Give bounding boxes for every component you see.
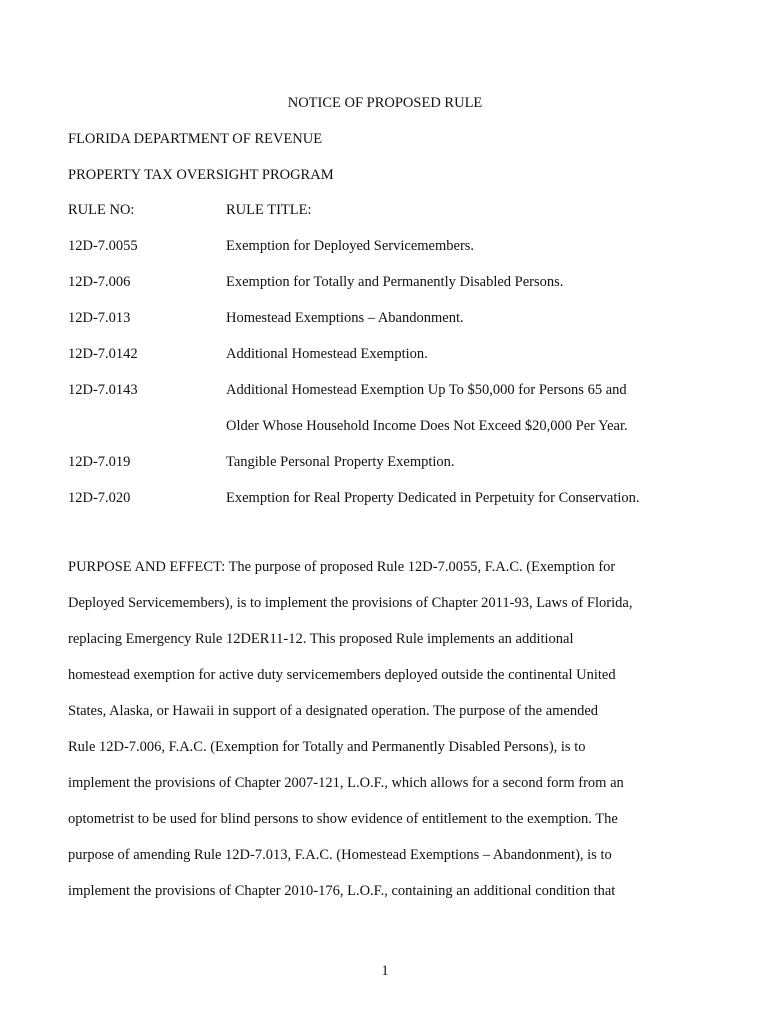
rule-title: Tangible Personal Property Exemption. [226,454,455,470]
paragraph-line: homestead exemption for active duty servicemembers deployed outside the continental United [68,667,616,683]
rule-title-header: RULE TITLE: [226,202,312,218]
agency-name: FLORIDA DEPARTMENT OF REVENUE [68,131,323,147]
page-number: 1 [381,963,389,979]
paragraph-line: purpose of amending Rule 12D-7.013, F.A.C. (Homestead Exemptions – Abandonment), is to [68,847,612,863]
rule-number: 12D-7.0142 [68,346,138,362]
paragraph-line: replacing Emergency Rule 12DER11-12. This proposed Rule implements an additional [68,631,574,647]
rule-number: 12D-7.013 [68,310,131,326]
paragraph-line: implement the provisions of Chapter 2007-121, L.O.F., which allows for a second form from an [68,775,624,791]
rule-no-header: RULE NO: [68,202,135,218]
rule-number: 12D-7.006 [68,274,131,290]
paragraph-line: States, Alaska, or Hawaii in support of a designated operation. The purpose of the amended [68,703,599,719]
rule-title: Homestead Exemptions – Abandonment. [226,310,464,326]
rule-number: 12D-7.0143 [68,382,138,398]
paragraph-line: PURPOSE AND EFFECT: The purpose of proposed Rule 12D-7.0055, F.A.C. (Exemption for [68,559,616,575]
paragraph-line: optometrist to be used for blind persons to show evidence of entitlement to the exemption. The [68,811,618,827]
rule-number: 12D-7.0055 [68,238,138,254]
program-name: PROPERTY TAX OVERSIGHT PROGRAM [68,167,334,183]
document-title: NOTICE OF PROPOSED RULE [287,95,483,111]
rule-number: 12D-7.019 [68,454,131,470]
rule-title: Additional Homestead Exemption Up To $50,000 for Persons 65 and [226,382,627,398]
rule-title: Exemption for Deployed Servicemembers. [226,238,475,254]
rule-title: Exemption for Real Property Dedicated in Perpetuity for Conservation. [226,490,640,506]
rule-title-continued: Older Whose Household Income Does Not Exceed $20,000 Per Year. [226,418,628,434]
rule-title: Exemption for Totally and Permanently Disabled Persons. [226,274,564,290]
paragraph-line: implement the provisions of Chapter 2010-176, L.O.F., containing an additional condition that [68,883,616,899]
rule-title: Additional Homestead Exemption. [226,346,428,362]
paragraph-line: Deployed Servicemembers), is to implement the provisions of Chapter 2011-93, Laws of Florida, [68,595,633,611]
paragraph-line: Rule 12D-7.006, F.A.C. (Exemption for Totally and Permanently Disabled Persons), is to [68,739,586,755]
rule-number: 12D-7.020 [68,490,131,506]
